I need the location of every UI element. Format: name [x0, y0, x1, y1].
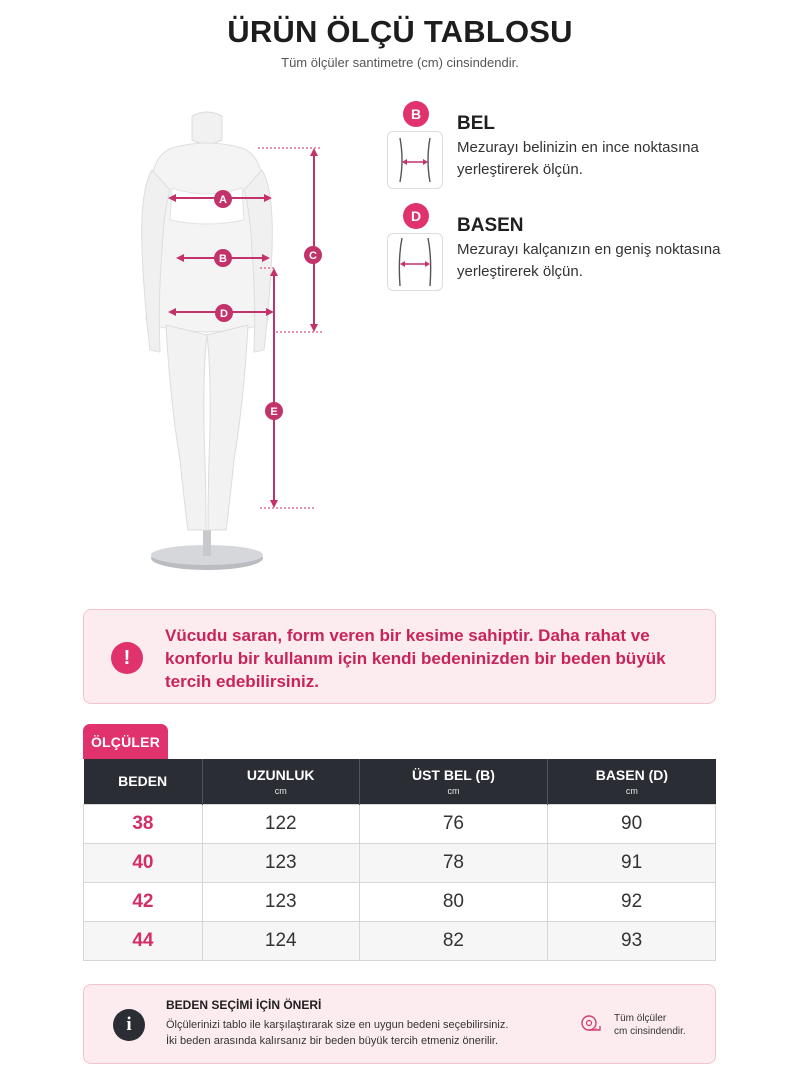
fit-warning-text: Vücudu saran, form veren bir kesime sahiptir. Daha rahat ve konforlu bir kullanım için kendi bedeninizden bir beden büyük tercih edebilirsiniz.: [165, 626, 666, 691]
table-row: [84, 843, 716, 882]
cell-waist: 76: [359, 804, 548, 843]
mannequin-figure: [110, 100, 350, 580]
marker-a: A: [219, 194, 227, 206]
marker-e: E: [270, 406, 278, 418]
size-table: [83, 759, 716, 961]
cell-size: 40: [84, 843, 203, 882]
hip-thumbnail: [387, 233, 443, 291]
size-advice-line-1: Ölçülerinizi tablo ile karşılaştırarak size en uygun bedeni seçebilirsiniz.: [166, 1019, 509, 1031]
tab-measurements[interactable]: ÖLÇÜLER: [83, 724, 168, 759]
mannequin-illustration: [110, 100, 350, 580]
cell-hip: 90: [548, 804, 716, 843]
table-row: [84, 882, 716, 921]
unit-note-line-2: cm cinsindendir.: [614, 1026, 686, 1037]
cell-length: 123: [202, 843, 359, 882]
cell-waist: 82: [359, 921, 548, 960]
column-header-size: BEDEN: [84, 759, 203, 804]
table-header-row: [84, 759, 716, 804]
cell-waist: 78: [359, 843, 548, 882]
info-icon: i: [113, 1009, 145, 1041]
waist-icon: [388, 132, 442, 188]
guide-title-basen: BASEN: [457, 215, 524, 236]
table-row: [84, 804, 716, 843]
cell-length: 124: [202, 921, 359, 960]
column-header-waist: ÜST BEL (B) cm: [359, 759, 548, 804]
cell-length: 122: [202, 804, 359, 843]
exclamation-icon: !: [111, 642, 143, 674]
cell-size: 42: [84, 882, 203, 921]
hip-icon: [388, 234, 442, 290]
waist-thumbnail: [387, 131, 443, 189]
cell-waist: 80: [359, 882, 548, 921]
column-header-length: UZUNLUK cm: [202, 759, 359, 804]
table-row: [84, 921, 716, 960]
guide-bel: [387, 101, 727, 181]
column-header-hip: BASEN (D) cm: [548, 759, 716, 804]
guide-badge-d: D: [403, 203, 429, 229]
marker-d: D: [220, 308, 228, 320]
cell-size: 44: [84, 921, 203, 960]
cell-hip: 91: [548, 843, 716, 882]
cell-size: 38: [84, 804, 203, 843]
guide-title-bel: BEL: [457, 113, 495, 134]
size-advice-title: BEDEN SEÇİMİ İÇİN ÖNERİ: [166, 998, 322, 1012]
size-advice-line-2: İki beden arasında kalırsanız bir beden büyük tercih etmeniz önerilir.: [166, 1035, 499, 1047]
fit-warning-box: [83, 609, 716, 704]
unit-note-line-1: Tüm ölçüler: [614, 1013, 667, 1024]
marker-b: B: [219, 253, 227, 265]
guide-basen: [387, 203, 727, 283]
measuring-tape-icon: [580, 1013, 602, 1035]
guide-desc-bel: Mezurayı belinizin en ince noktasına yerleştirerek ölçün.: [457, 139, 699, 178]
guide-desc-basen: Mezurayı kalçanızın en geniş noktasına yerleştirerek ölçün.: [457, 241, 721, 280]
guide-badge-b: B: [403, 101, 429, 127]
marker-c: C: [309, 250, 317, 262]
size-advice-box: [83, 984, 716, 1064]
cell-hip: 93: [548, 921, 716, 960]
cell-length: 123: [202, 882, 359, 921]
cell-hip: 92: [548, 882, 716, 921]
page-title: ÜRÜN ÖLÇÜ TABLOSU: [227, 14, 573, 49]
page-subtitle: Tüm ölçüler santimetre (cm) cinsindendir.: [281, 55, 519, 70]
